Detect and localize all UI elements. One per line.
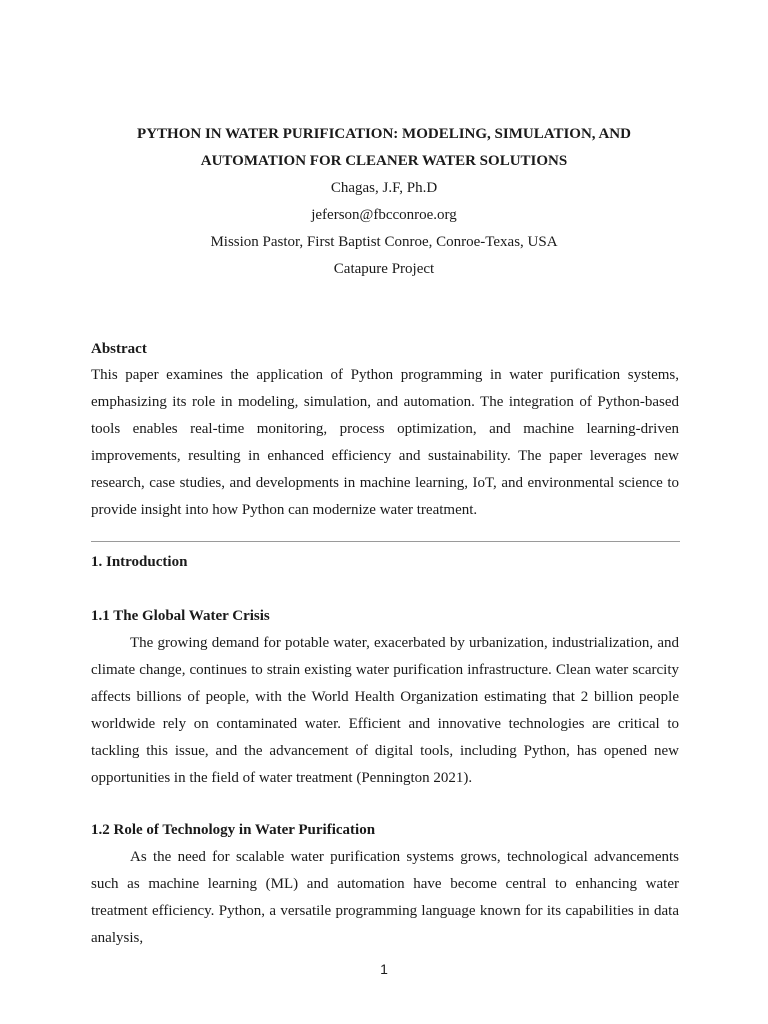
abstract-text: This paper examines the application of Python programming in water purification systems, emphasizing its role in modeling, simulation, and automation. The integration of Python-based tools enables real-time monitoring, process optimization, and machine learning-driven improvements, resulting in enhanced efficiency and sustainability. The paper leverages new research, case studies, and developments in machine learning, IoT, and environmental science to provide insight into how Python can modernize water treatment. <box>91 367 679 518</box>
project-name: Catapure Project <box>333 261 435 277</box>
section-1-2-heading: 1.2 Role of Technology in Water Purification <box>91 822 376 838</box>
introduction-heading: 1. Introduction <box>91 554 188 570</box>
paper-title-line-2: AUTOMATION FOR CLEANER WATER SOLUTIONS <box>200 153 568 169</box>
abstract-heading: Abstract <box>91 341 147 357</box>
section-divider <box>91 541 680 542</box>
section-1-1-heading: 1.1 The Global Water Crisis <box>91 608 270 624</box>
author-name: Chagas, J.F, Ph.D <box>330 180 438 196</box>
section-1-2-text: As the need for scalable water purification systems grows, technological advancements such as machine learning (ML) and automation have become central to enhancing water treatment efficiency. Python, a versatile programming language known for its capabilities in data analysis, <box>91 849 679 946</box>
section-1-1-text: The growing demand for potable water, exacerbated by urbanization, industrialization, and climate change, continues to strain existing water purification infrastructure. Clean water scarcity affects billions of people, with the World Health Organization estimating that 2 billion people worldwide rely on contaminated water. Efficient and innovative technologies are critical to tackling this issue, and the advancement of digital tools, including Python, has opened new opportunities in the field of water treatment (Pennington 2021). <box>91 635 679 786</box>
paper-title-line-1: PYTHON IN WATER PURIFICATION: MODELING, SIMULATION, AND <box>137 126 631 142</box>
author-affiliation: Mission Pastor, First Baptist Conroe, Conroe-Texas, USA <box>210 234 558 250</box>
page-number: 1 <box>380 961 388 977</box>
author-email: jeferson@fbcconroe.org <box>311 207 457 223</box>
